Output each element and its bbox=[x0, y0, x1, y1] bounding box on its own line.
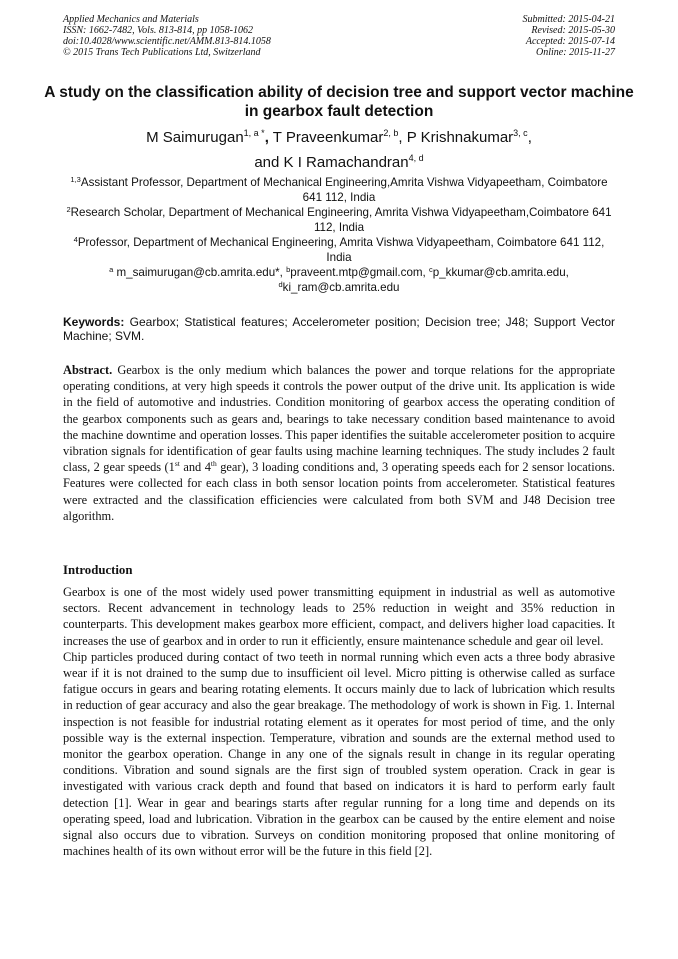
paper-title: A study on the classification ability of decision tree and support vector machine in gearbox fault detection bbox=[44, 84, 634, 120]
email-link[interactable]: praveent.mtp@gmail.com, bbox=[290, 266, 430, 279]
affiliations bbox=[60, 175, 618, 295]
author-affil-marker: 1, a * bbox=[243, 128, 265, 138]
date-online: Online: 2015-11-27 bbox=[536, 47, 615, 58]
email-marker: d bbox=[278, 280, 283, 289]
paragraph: Gearbox is one of the most widely used power transmitting equipment in industrial as well as automotive sectors. Recent advancement in technology leads to 25% reduction in weight and 35% reduction in counterparts. This development makes gearbox more efficient, compact, and delivers higher load capacities. It increases the use of gearbox and in order to run it efficiently, ensure maintenance schedule and gear oil level. bbox=[63, 585, 615, 648]
author-conjunction: and bbox=[254, 154, 284, 171]
affiliation-marker: 1,3 bbox=[70, 175, 81, 184]
email-marker: c bbox=[429, 265, 433, 274]
author-affil-marker: 2, b bbox=[383, 128, 399, 138]
journal-name: Applied Mechanics and Materials bbox=[63, 14, 199, 25]
author-name: T Praveenkumar bbox=[272, 129, 384, 146]
affiliation-text: Research Scholar, Department of Mechanical Engineering, Amrita Vishwa Vidyapeetham,Coimbatore 641 112, India bbox=[70, 206, 612, 234]
journal-doi: doi:10.4028/www.scientific.net/AMM.813-814.1058 bbox=[63, 36, 271, 47]
affiliation-marker: 4 bbox=[73, 235, 78, 244]
keywords-section bbox=[63, 315, 615, 343]
email-link[interactable]: ki_ram@cb.amrita.edu bbox=[282, 281, 400, 294]
author-affil-marker: 3, c bbox=[513, 128, 528, 138]
publication-dates bbox=[523, 14, 616, 58]
email-link[interactable]: p_kkumar@cb.amrita.edu, bbox=[432, 266, 569, 279]
abstract-section bbox=[63, 362, 615, 524]
date-submitted: Submitted: 2015-04-21 bbox=[522, 14, 615, 25]
author-line-1: M Saimurugan$^{1, a *}$, T Praveenkumar$^{2, b}$, P Krishnakumar$^{3, c}$, bbox=[146, 128, 532, 146]
affiliation-1 bbox=[60, 175, 618, 205]
affiliation-text: Assistant Professor, Department of Mechanical Engineering,Amrita Vishwa Vidyapeetham, Coimbatore 641 112, India bbox=[80, 176, 608, 204]
affiliation-3 bbox=[60, 235, 618, 265]
date-accepted: Accepted: 2015-07-14 bbox=[525, 36, 615, 47]
paragraph: Chip particles produced during contact of two teeth in normal running which even acts a three body abrasive wear if it is not drained to the sump due to insufficient oil level. Micro pitting is otherwise called as surface fatigue occurs in gears and bearing rotating elements. It occurs mainly due to lack of lubrication which results in reduction of gear accuracy and also the gear breakage. The methodology of work is shown in Fig. 1. Internal inspection is not feasible for industrial rotating element as it operates for most period of time, and the only possible way is the external inspection. Temperature, vibration and sounds are the external method used to monitor the gearbox operation. Change in any one of the signals result in change in its regular operating conditions. Vibration and sound signals are the first sign of troubled system operation. Crack in gear is investigated with various crack depth and found that based on indicators it is hard to perform early fault detection [1]. Wear in gear and bearings starts after regular running for a long time and depends on its operating speed, load and lubrication. Vibration in the gearbox can be caused by the entire element and noise signal also occurs due to vibration. Surveys on condition monitoring proposed that online monitoring of machines health of its own without error will be the future in this field [2]. bbox=[63, 649, 615, 859]
abstract-label: Abstract. bbox=[63, 363, 113, 377]
keywords-text: Gearbox; Statistical features; Accelerometer position; Decision tree; J48; Support Vector Machine; SVM. bbox=[63, 315, 615, 343]
journal-copyright: © 2015 Trans Tech Publications Ltd, Switzerland bbox=[63, 47, 261, 58]
ordinal-superscript: st bbox=[174, 459, 180, 469]
author-list bbox=[40, 125, 638, 175]
author-line-2 bbox=[40, 150, 638, 175]
author-emails bbox=[60, 265, 618, 295]
abstract-text: gear), 3 loading conditions and, 3 operating speeds each for 2 sensor locations. Features were collected for each class in both sensor location points from accelerometer. Statistical features were extracted and the classification efficiencies were calculated from both SVM and J48 Decision tree algorithm. bbox=[63, 460, 616, 523]
affiliation-text: Professor, Department of Mechanical Engineering, Amrita Vishwa Vidyapeetham, Coimbatore 641 112, India bbox=[77, 236, 605, 264]
affiliation-marker: 2 bbox=[66, 205, 71, 214]
author-name: K I Ramachandran bbox=[283, 154, 409, 171]
ordinal-superscript: th bbox=[210, 459, 217, 469]
email-marker: a bbox=[109, 265, 114, 274]
author-name: M Saimurugan bbox=[146, 129, 244, 146]
section-heading-introduction: Introduction bbox=[63, 563, 133, 577]
introduction-body bbox=[63, 584, 615, 859]
journal-issn: ISSN: 1662-7482, Vols. 813-814, pp 1058-1062 bbox=[63, 25, 253, 36]
email-link[interactable]: m_saimurugan@cb.amrita.edu*, bbox=[113, 266, 287, 279]
author-affil-marker: 4, d bbox=[408, 153, 424, 163]
abstract-text: Gearbox is the only medium which balances the power and torque relations for the appropriate operating conditions, at very high speeds it controls the power output of the drive unit. Its application is wide in the field of automotive and industries. Condition monitoring of gearbox access the operating condition of the gearbox components such as gears and, bearings to take necessary condition based maintenance to avoid the machine downtime and operation losses. This paper identifies the suitable accelerometer position to acquire vibration signals for identification of gear faults using machine learning techniques. The study includes 2 fault class, 2 gear speeds (1 bbox=[63, 363, 616, 475]
email-marker: b bbox=[286, 265, 291, 274]
keywords-label: Keywords: bbox=[63, 315, 125, 329]
date-revised: Revised: 2015-05-30 bbox=[531, 25, 615, 36]
author-name: P Krishnakumar bbox=[406, 129, 514, 146]
journal-info bbox=[63, 14, 271, 58]
affiliation-2 bbox=[60, 205, 618, 235]
abstract-text: and 4 bbox=[179, 460, 211, 475]
